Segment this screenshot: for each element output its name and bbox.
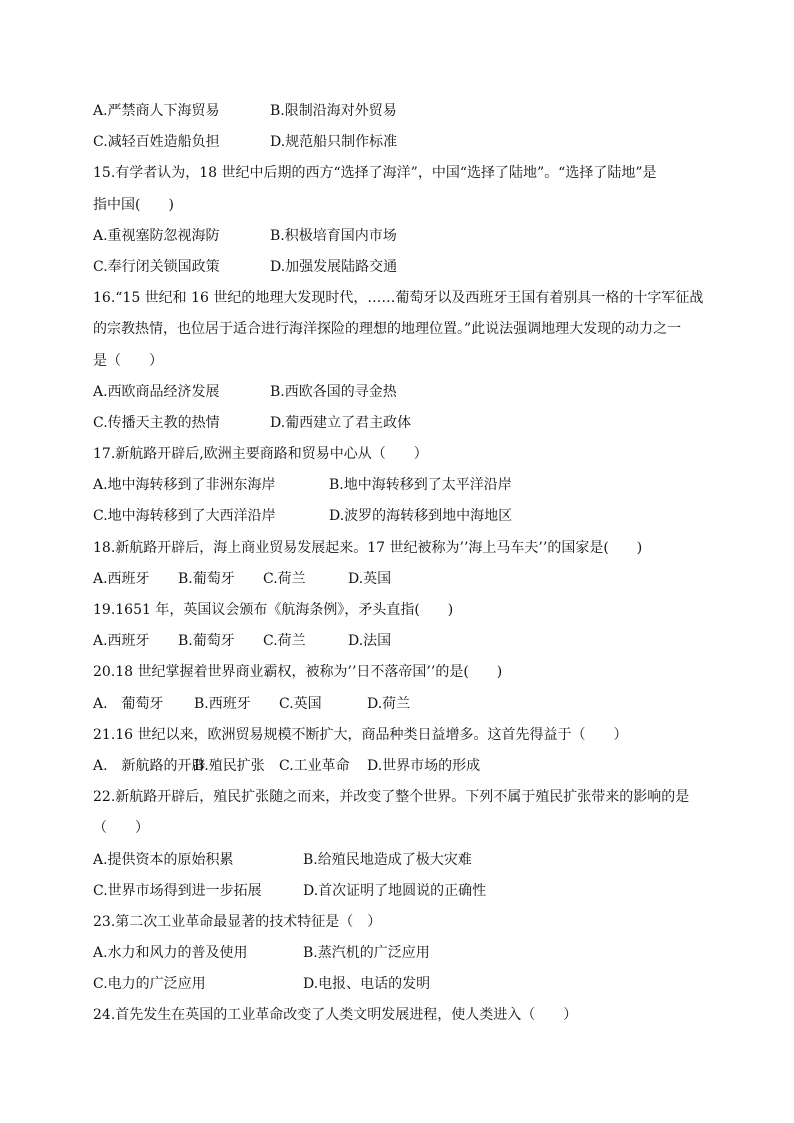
- exam-page: [93, 96, 713, 1032]
- answer-option: D.波罗的海转移到地中海地区: [329, 508, 513, 525]
- options-row: [93, 252, 713, 283]
- question-text-line: （ ）: [93, 820, 149, 837]
- question-text-line: 21.16 世纪以来，欧洲贸易规模不断扩大，商品种类日益增多。这首先得益于（ ）: [93, 726, 628, 743]
- answer-option: C.英国: [279, 695, 322, 712]
- answer-option: B.积极培育国内市场: [270, 227, 397, 244]
- answer-option: B.西欧各国的寻金热: [270, 383, 397, 400]
- answer-option: A.地中海转移到了非洲东海岸: [93, 477, 276, 494]
- question-text-line: 是（ ）: [93, 352, 163, 369]
- question-text-line: 15.有学者认为，18 世纪中后期的西方“选择了海洋”，中国“选择了陆地”。“选择了陆地”是: [93, 165, 657, 182]
- question-text-line: 22.新航路开辟后，殖民扩张随之而来，并改变了整个世界。下列不属于殖民扩张带来的影响的是: [93, 789, 690, 806]
- answer-option: D.加强发展陆路交通: [270, 258, 398, 275]
- answer-option: A.水力和风力的普及使用: [93, 945, 248, 962]
- answer-option: C.奉行闭关锁国政策: [93, 258, 220, 275]
- options-row: [93, 751, 713, 782]
- answer-option: C.电力的广泛应用: [93, 976, 206, 993]
- answer-option: A.提供资本的原始积累: [93, 851, 234, 868]
- answer-option: C.世界市场得到进一步拓展: [93, 882, 262, 899]
- answer-option: C.荷兰: [263, 633, 306, 650]
- answer-option: C.地中海转移到了大西洋沿岸: [93, 508, 276, 525]
- answer-option: B.西班牙: [194, 695, 251, 712]
- answer-option: D.电报、电话的发明: [303, 976, 431, 993]
- options-row: [93, 564, 713, 595]
- options-row: [93, 938, 713, 969]
- question-text-line: 17.新航路开辟后,欧洲主要商路和贸易中心从（ ）: [93, 446, 428, 463]
- question-text-line: 23.第二次工业革命最显著的技术特征是（ ）: [93, 913, 382, 930]
- options-row: [93, 221, 713, 252]
- answer-option: C.传播天主教的热情: [93, 414, 220, 431]
- options-row: [93, 470, 713, 501]
- options-row: [93, 626, 713, 657]
- answer-option: D.荷兰: [367, 695, 411, 712]
- options-row: [93, 408, 713, 439]
- question-text-line: 19.1651 年，英国议会颁布《航海条例》，矛头直指( ): [93, 602, 454, 618]
- answer-option: C.荷兰: [263, 570, 306, 587]
- answer-option: A. 新航路的开辟: [93, 757, 206, 774]
- answer-option: D.法国: [348, 633, 392, 650]
- answer-option: A. 葡萄牙: [93, 695, 164, 712]
- answer-option: D.英国: [348, 570, 392, 587]
- answer-option: C.减轻百姓造船负担: [93, 134, 220, 151]
- answer-option: B.给殖民地造成了极大灾难: [303, 851, 472, 868]
- options-row: [93, 689, 713, 720]
- answer-option: B.限制沿海对外贸易: [270, 103, 397, 119]
- question-text-line: 指中国( ): [93, 196, 174, 213]
- answer-option: A.严禁商人下海贸易: [93, 103, 220, 119]
- answer-option: A.西班牙: [93, 633, 150, 650]
- answer-option: C.工业革命: [279, 757, 350, 774]
- question-text-line: 16.“15 世纪和 16 世纪的地理大发现时代，……葡萄牙以及西班牙王国有着别具一格的十字军征战: [93, 290, 704, 307]
- answer-option: B.蒸汽机的广泛应用: [303, 945, 430, 962]
- options-row: [93, 969, 713, 1000]
- question-text-line: 18.新航路开辟后，海上商业贸易发展起来。17 世纪被称为’’海上马车夫’’的国家是( ): [93, 539, 643, 556]
- answer-option: D.首次证明了地圆说的正确性: [303, 882, 487, 899]
- answer-option: D.规范船只制作标准: [270, 134, 398, 151]
- options-row: [93, 127, 713, 158]
- answer-option: B.地中海转移到了太平洋沿岸: [329, 477, 512, 494]
- answer-option: A.重视塞防忽视海防: [93, 227, 220, 244]
- question-text-line: 的宗教热情，也位居于适合进行海洋探险的理想的地理位置。”此说法强调地理大发现的动力之一: [93, 321, 682, 338]
- answer-option: B.殖民扩张: [194, 757, 265, 774]
- question-text-line: 20.18 世纪掌握着世界商业霸权，被称为’’日不落帝国’’的是( ): [93, 664, 503, 681]
- options-row: [93, 96, 713, 127]
- answer-option: B.葡萄牙: [178, 633, 235, 650]
- answer-option: D.世界市场的形成: [367, 757, 481, 774]
- answer-option: A.西欧商品经济发展: [93, 383, 220, 400]
- options-row: [93, 845, 713, 876]
- answer-option: A.西班牙: [93, 570, 150, 587]
- options-row: [93, 876, 713, 907]
- answer-option: D.葡西建立了君主政体: [270, 414, 412, 431]
- answer-option: B.葡萄牙: [178, 570, 235, 587]
- options-row: [93, 501, 713, 532]
- question-text-line: 24.首先发生在英国的工业革命改变了人类文明发展进程，使人类进入（ ）: [93, 1007, 578, 1024]
- options-row: [93, 377, 713, 408]
